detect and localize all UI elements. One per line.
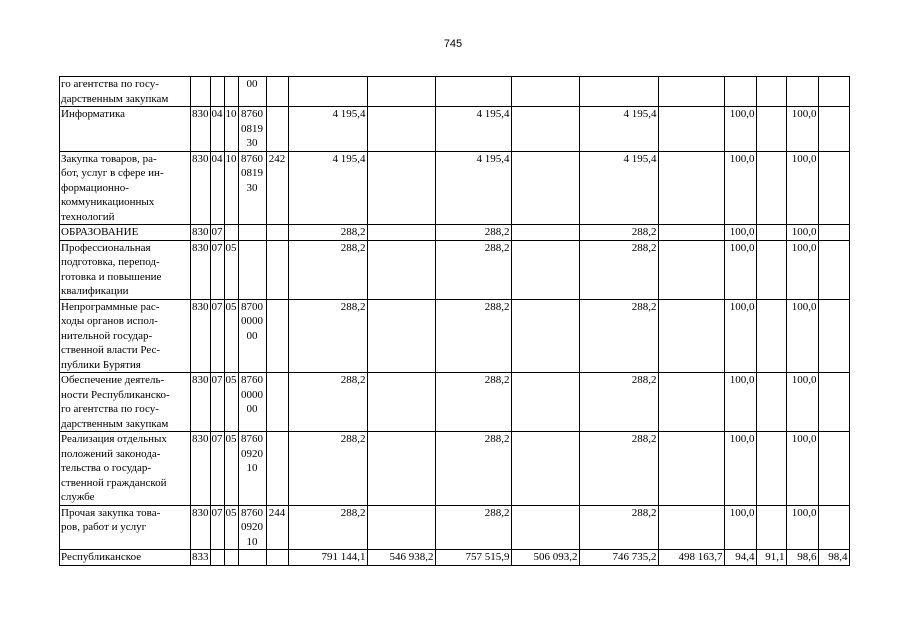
cell-percent-3: 100,0 xyxy=(786,432,818,506)
cell-amount-approved: 288,2 xyxy=(288,373,367,432)
cell-expense-type xyxy=(266,373,288,432)
cell-grbs: 830 xyxy=(191,107,211,152)
row-name: Профессиональная подготовка, перепод- готовка и повышение квалификации xyxy=(60,240,191,299)
cell-grbs: 833 xyxy=(192,551,209,563)
table-row xyxy=(60,432,850,506)
cell-percent-3 xyxy=(786,77,818,107)
cell-grbs: 830 xyxy=(191,151,211,225)
cell-grbs: 830 xyxy=(191,299,211,373)
table-row xyxy=(60,107,850,152)
cell-subsection: 10 xyxy=(224,107,238,152)
cell-target-article xyxy=(238,225,266,241)
cell-target-article: 00 xyxy=(238,77,266,107)
cell-target-article: 8760 0920 10 xyxy=(238,432,266,506)
cell-amount-approved: 791 144,1 xyxy=(288,550,367,566)
cell-percent-3: 100,0 xyxy=(786,373,818,432)
cell-amount-revised-sub: 506 093,2 xyxy=(511,550,579,566)
cell-amount-revised-sub xyxy=(511,107,579,152)
row-name: Обеспечение деятель- ности Республиканско- го агентства по госу- дарственным закупкам xyxy=(60,373,191,432)
cell-grbs: 830 xyxy=(191,505,211,550)
cell-amount-approved: 288,2 xyxy=(288,432,367,506)
table-row xyxy=(60,299,850,373)
cell-amount-revised: 288,2 xyxy=(435,505,511,550)
cell-target-article: 8760 0000 00 xyxy=(238,373,266,432)
cell-amount-revised-sub xyxy=(511,151,579,225)
table-body xyxy=(60,77,850,566)
cell-subsection xyxy=(224,550,238,566)
cell-amount-revised: 288,2 xyxy=(435,432,511,506)
table-row xyxy=(60,505,850,550)
cell-amount-executed-sub xyxy=(658,505,724,550)
cell-section: 07 xyxy=(210,240,224,299)
cell-amount-approved-sub xyxy=(367,299,435,373)
cell-target-article: 8760 0920 10 xyxy=(238,505,266,550)
cell-amount-executed xyxy=(579,77,658,107)
cell-percent-2 xyxy=(756,107,786,152)
cell-amount-approved-sub xyxy=(367,432,435,506)
row-name: го агентства по госу- дарственным закупкам xyxy=(60,77,191,107)
cell-amount-revised-sub xyxy=(511,240,579,299)
cell-amount-approved-sub xyxy=(367,151,435,225)
cell-amount-executed-sub xyxy=(658,373,724,432)
cell-amount-approved-sub xyxy=(367,77,435,107)
cell-grbs: 830 xyxy=(191,240,211,299)
table-row xyxy=(60,225,850,241)
cell-subsection: 10 xyxy=(224,151,238,225)
row-name: ОБРАЗОВАНИЕ xyxy=(60,225,191,241)
cell-percent-2 xyxy=(756,151,786,225)
cell-percent-2: 91,1 xyxy=(756,550,786,566)
cell-amount-executed: 4 195,4 xyxy=(579,107,658,152)
cell-amount-executed: 4 195,4 xyxy=(579,151,658,225)
cell-section: 07 xyxy=(210,505,224,550)
cell-expense-type: 242 xyxy=(266,151,288,225)
cell-percent-1: 94,4 xyxy=(724,550,756,566)
cell-amount-executed-sub xyxy=(658,432,724,506)
cell-amount-approved: 4 195,4 xyxy=(288,107,367,152)
cell-amount-executed: 288,2 xyxy=(579,373,658,432)
cell-percent-2 xyxy=(756,77,786,107)
table-row xyxy=(60,550,850,566)
cell-percent-4 xyxy=(818,77,849,107)
cell-amount-approved: 288,2 xyxy=(288,225,367,241)
cell-section: 04 xyxy=(210,151,224,225)
cell-percent-1: 100,0 xyxy=(724,225,756,241)
cell-percent-3: 100,0 xyxy=(786,151,818,225)
cell-section xyxy=(210,77,224,107)
cell-percent-2 xyxy=(756,225,786,241)
cell-percent-3: 98,6 xyxy=(786,550,818,566)
cell-amount-revised: 4 195,4 xyxy=(435,151,511,225)
cell-amount-revised-sub xyxy=(511,373,579,432)
cell-percent-3: 100,0 xyxy=(786,225,818,241)
cell-subsection: 05 xyxy=(224,373,238,432)
cell-grbs: 830 xyxy=(191,432,211,506)
cell-amount-executed-sub: 498 163,7 xyxy=(658,550,724,566)
cell-amount-revised-sub xyxy=(511,299,579,373)
cell-expense-type xyxy=(266,240,288,299)
table-row xyxy=(60,151,850,225)
cell-percent-4 xyxy=(818,373,849,432)
cell-section: 07 xyxy=(210,299,224,373)
cell-expense-type: 244 xyxy=(266,505,288,550)
cell-amount-executed-sub xyxy=(658,151,724,225)
cell-target-article xyxy=(238,240,266,299)
cell-expense-type xyxy=(266,77,288,107)
cell-percent-4 xyxy=(818,240,849,299)
cell-amount-revised-sub xyxy=(511,77,579,107)
cell-amount-revised: 288,2 xyxy=(435,299,511,373)
cell-amount-executed-sub xyxy=(658,107,724,152)
cell-subsection: 05 xyxy=(224,505,238,550)
cell-percent-2 xyxy=(756,373,786,432)
cell-expense-type xyxy=(266,432,288,506)
cell-amount-executed: 288,2 xyxy=(579,240,658,299)
cell-percent-4 xyxy=(818,225,849,241)
cell-percent-3: 100,0 xyxy=(786,240,818,299)
cell-amount-approved-sub: 546 938,2 xyxy=(367,550,435,566)
cell-amount-executed-sub xyxy=(658,299,724,373)
cell-percent-4 xyxy=(818,299,849,373)
cell-percent-4 xyxy=(818,432,849,506)
cell-amount-approved: 288,2 xyxy=(288,240,367,299)
cell-amount-approved xyxy=(288,77,367,107)
row-name: Республиканское xyxy=(60,550,191,566)
cell-percent-4 xyxy=(818,107,849,152)
cell-percent-1 xyxy=(724,77,756,107)
row-name: Информатика xyxy=(60,107,191,152)
cell-percent-3: 100,0 xyxy=(786,299,818,373)
cell-percent-2 xyxy=(756,432,786,506)
table-row xyxy=(60,77,850,107)
cell-expense-type xyxy=(266,225,288,241)
cell-expense-type xyxy=(266,550,288,566)
cell-subsection: 05 xyxy=(224,299,238,373)
cell-amount-revised-sub xyxy=(511,225,579,241)
cell-percent-1: 100,0 xyxy=(724,240,756,299)
cell-amount-executed-sub xyxy=(658,240,724,299)
cell-percent-4 xyxy=(818,505,849,550)
cell-section: 07 xyxy=(211,226,223,238)
cell-amount-executed: 288,2 xyxy=(579,505,658,550)
row-name: Реализация отдельных положений законода- тельства о государ- ственной гражданской службе xyxy=(60,432,191,506)
cell-amount-approved-sub xyxy=(367,505,435,550)
cell-percent-4 xyxy=(818,151,849,225)
cell-target-article: 8700 0000 00 xyxy=(238,299,266,373)
cell-section: 07 xyxy=(210,432,224,506)
row-name: Закупка товаров, ра- бот, услуг в сфере ин- формационно- коммуникационных технологий xyxy=(60,151,191,225)
cell-target-article: 8760 0819 30 xyxy=(238,107,266,152)
cell-percent-1: 100,0 xyxy=(724,299,756,373)
cell-target-article xyxy=(238,550,266,566)
cell-percent-1: 100,0 xyxy=(724,505,756,550)
cell-amount-approved: 288,2 xyxy=(288,505,367,550)
cell-amount-executed: 288,2 xyxy=(579,432,658,506)
cell-amount-revised-sub xyxy=(511,432,579,506)
cell-percent-2 xyxy=(756,240,786,299)
cell-section xyxy=(210,550,224,566)
cell-amount-executed-sub xyxy=(658,225,724,241)
cell-expense-type xyxy=(266,299,288,373)
cell-amount-revised: 4 195,4 xyxy=(435,107,511,152)
cell-section: 04 xyxy=(210,107,224,152)
cell-percent-3: 100,0 xyxy=(786,107,818,152)
cell-amount-executed: 288,2 xyxy=(579,225,658,241)
cell-amount-executed: 288,2 xyxy=(579,299,658,373)
cell-amount-revised: 288,2 xyxy=(435,240,511,299)
cell-percent-1: 100,0 xyxy=(724,107,756,152)
cell-percent-4: 98,4 xyxy=(818,550,849,566)
cell-percent-2 xyxy=(756,299,786,373)
cell-percent-3: 100,0 xyxy=(786,505,818,550)
row-name: Прочая закупка това- ров, работ и услуг xyxy=(60,505,191,550)
cell-amount-approved-sub xyxy=(367,107,435,152)
cell-amount-revised: 757 515,9 xyxy=(435,550,511,566)
budget-table xyxy=(59,76,850,566)
page-number: 745 xyxy=(443,38,463,50)
cell-percent-1: 100,0 xyxy=(724,432,756,506)
cell-subsection xyxy=(224,77,238,107)
cell-amount-approved: 4 195,4 xyxy=(288,151,367,225)
cell-subsection xyxy=(224,225,238,241)
cell-section: 07 xyxy=(210,373,224,432)
cell-subsection: 05 xyxy=(224,240,238,299)
cell-target-article: 8760 0819 30 xyxy=(238,151,266,225)
cell-grbs xyxy=(191,77,211,107)
cell-grbs: 830 xyxy=(192,226,209,238)
cell-amount-approved: 288,2 xyxy=(288,299,367,373)
cell-amount-approved-sub xyxy=(367,373,435,432)
cell-amount-executed-sub xyxy=(658,77,724,107)
cell-subsection: 05 xyxy=(224,432,238,506)
cell-amount-revised: 288,2 xyxy=(435,225,511,241)
cell-amount-approved-sub xyxy=(367,240,435,299)
cell-percent-2 xyxy=(756,505,786,550)
cell-amount-approved-sub xyxy=(367,225,435,241)
table-row xyxy=(60,373,850,432)
cell-amount-revised xyxy=(435,77,511,107)
cell-expense-type xyxy=(266,107,288,152)
row-name: Непрограммные рас- ходы органов испол- нительной государ- ственной власти Рес- публики Бурятия xyxy=(60,299,191,373)
cell-percent-1: 100,0 xyxy=(724,373,756,432)
table-row xyxy=(60,240,850,299)
cell-amount-executed: 746 735,2 xyxy=(579,550,658,566)
cell-grbs: 830 xyxy=(191,373,211,432)
cell-amount-revised: 288,2 xyxy=(435,373,511,432)
cell-percent-1: 100,0 xyxy=(724,151,756,225)
cell-amount-revised-sub xyxy=(511,505,579,550)
